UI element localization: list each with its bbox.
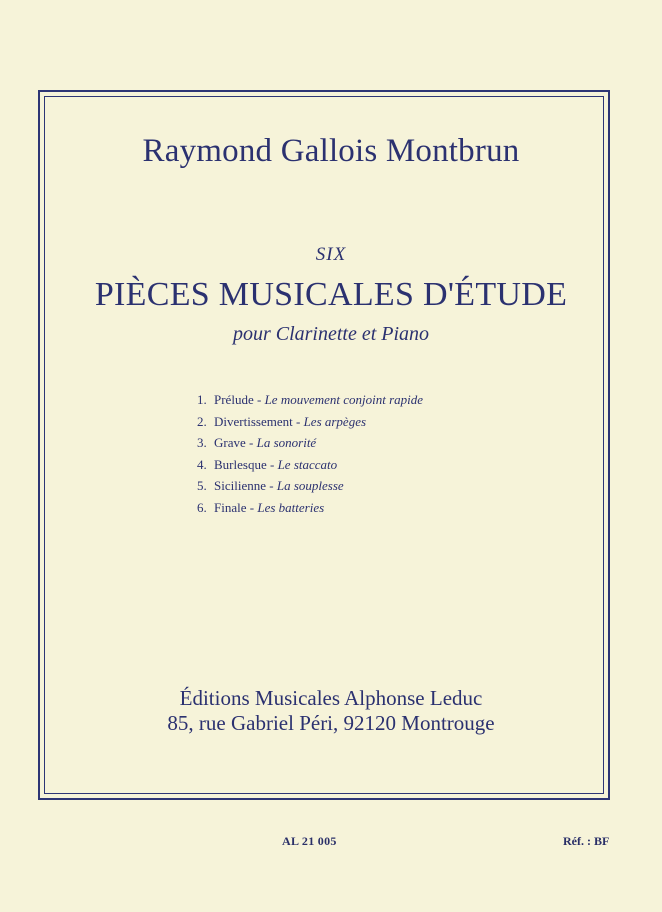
piece-name: Divertissement	[214, 413, 293, 429]
publisher-address: 85, rue Gabriel Péri, 92120 Montrouge	[167, 711, 495, 735]
piece-name: Prélude	[214, 392, 254, 407]
piece-number: 4.	[197, 456, 207, 472]
list-item	[197, 497, 423, 519]
piece-number: 6.	[197, 499, 207, 515]
piece-separator: -	[249, 435, 254, 451]
piece-separator: -	[295, 413, 301, 429]
piece-number: 3.	[197, 435, 207, 451]
main-title: PIÈCES MUSICALES D'ÉTUDE	[94, 276, 568, 313]
piece-number: 5.	[197, 478, 207, 494]
list-item	[197, 454, 423, 476]
piece-description: La souplesse	[276, 478, 344, 494]
piece-separator: -	[249, 499, 255, 515]
piece-name: Sicilienne	[214, 478, 266, 494]
piece-name: Finale	[214, 499, 247, 515]
piece-description: Les arpèges	[303, 413, 367, 429]
piece-separator: -	[256, 392, 262, 407]
piece-description: Le mouvement conjoint rapide	[264, 392, 424, 407]
piece-description: Les batteries	[257, 499, 325, 515]
list-item	[197, 432, 423, 454]
piece-name: Grave	[214, 435, 246, 451]
list-item	[197, 389, 423, 411]
piece-number: 1.	[197, 392, 207, 407]
publisher-block	[0, 686, 662, 736]
piece-description: La sonorité	[256, 435, 317, 451]
list-item	[197, 475, 423, 497]
number-word: SIX	[315, 244, 347, 265]
composer-name: Raymond Gallois Montbrun	[142, 133, 520, 169]
reference-code: Réf. : BF	[563, 834, 610, 848]
publisher-name: Éditions Musicales Alphonse Leduc	[179, 686, 483, 710]
catalog-number: AL 21 005	[282, 834, 337, 848]
list-item	[197, 411, 423, 433]
piece-name: Burlesque	[214, 456, 267, 472]
piece-separator: -	[269, 478, 274, 494]
piece-number: 2.	[197, 413, 207, 429]
piece-separator: -	[269, 456, 275, 472]
piece-description: Le staccato	[277, 456, 338, 472]
instrumentation-subtitle: pour Clarinette et Piano	[232, 323, 430, 345]
pieces-list	[197, 389, 423, 519]
